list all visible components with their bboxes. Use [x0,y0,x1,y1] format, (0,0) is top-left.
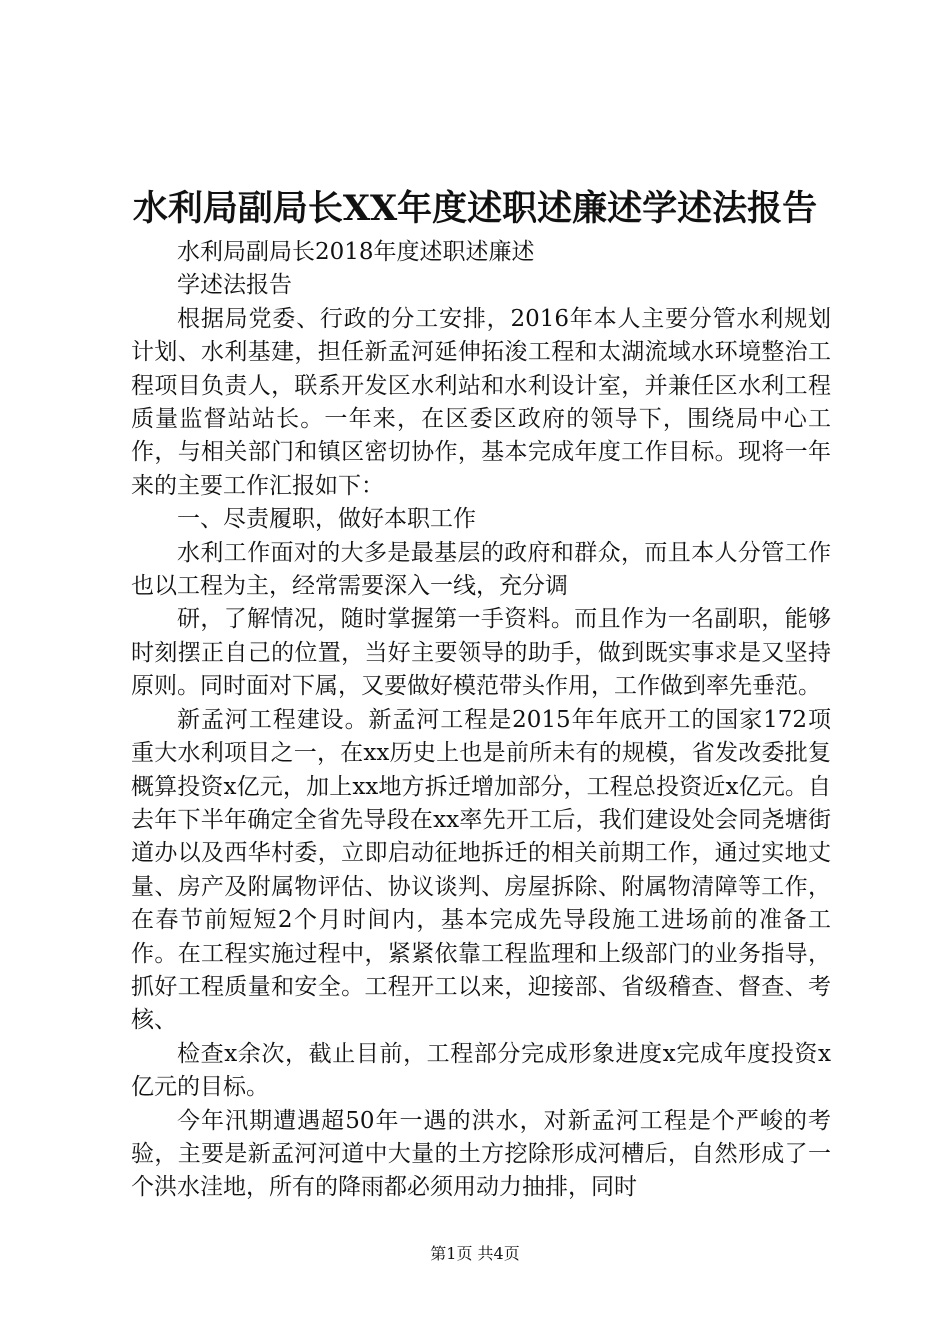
subtitle-line-1: 水利局副局长2018年度述职述廉述 [177,239,535,265]
subtitle-line-2: 学述法报告 [177,272,292,299]
paragraph-duty-1: 水利工作面对的大多是最基层的政府和群众，而且本人分管工作也以工程为主，经常需要深入一线，充分调 [131,539,831,600]
paragraph-xinmenghe: 新孟河工程建设。新孟河工程是2015年年底开工的国家172项重大水利项目之一，在xx历史上也是前所未有的规模，省发改委批复概算投资x亿元，加上xx地方拆迁增加部分，工程总投资近x亿元。自去年下半年确定全省先导段在xx率先开工后，我们建设处会同尧塘街道办以及西华村委，立即启动征地拆迁的相关前期工作，通过实地丈量、房产及附属物评估、协议谈判、房屋拆除、附属物清障等工作，在春节前短短2个月时间内，基本完成先导段施工进场前的准备工作。在工程实施过程中，紧紧依靠工程监理和上级部门的业务指导，抓好工程质量和安全。工程开工以来，迎接部、省级稽查、督查、考核、 [131,706,831,1034]
page-footer: 第1页 共4页 [430,1244,520,1263]
document-title: 水利局副局长XX年度述职述廉述学述法报告 [132,188,818,229]
document-body [131,236,831,1205]
paragraph-intro: 根据局党委、行政的分工安排，2016年本人主要分管水利规划计划、水利基建，担任新孟河延伸拓浚工程和太湖流域水环境整治工程项目负责人，联系开发区水利站和水利设计室，并兼任区水利工程质量监督站站长。一年来，在区委区政府的领导下，围绕局中心工作，与相关部门和镇区密切协作，基本完成年度工作目标。现将一年来的主要工作汇报如下： [131,305,831,499]
section-heading-1: 一、尽责履职，做好本职工作 [177,506,476,533]
paragraph-inspection: 检查x余次，截止目前，工程部分完成形象进度x完成年度投资x亿元的目标。 [131,1040,831,1101]
paragraph-flood: 今年汛期遭遇超50年一遇的洪水，对新孟河工程是个严峻的考验，主要是新孟河河道中大量的土方挖除形成河槽后，自然形成了一个洪水洼地，所有的降雨都必须用动力抽排，同时 [131,1107,831,1201]
paragraph-duty-2: 研，了解情况，随时掌握第一手资料。而且作为一名副职，能够时刻摆正自己的位置，当好主要领导的助手，做到既实事求是又坚持原则。同时面对下属，又要做好模范带头作用，工作做到率先垂范。 [131,606,831,700]
